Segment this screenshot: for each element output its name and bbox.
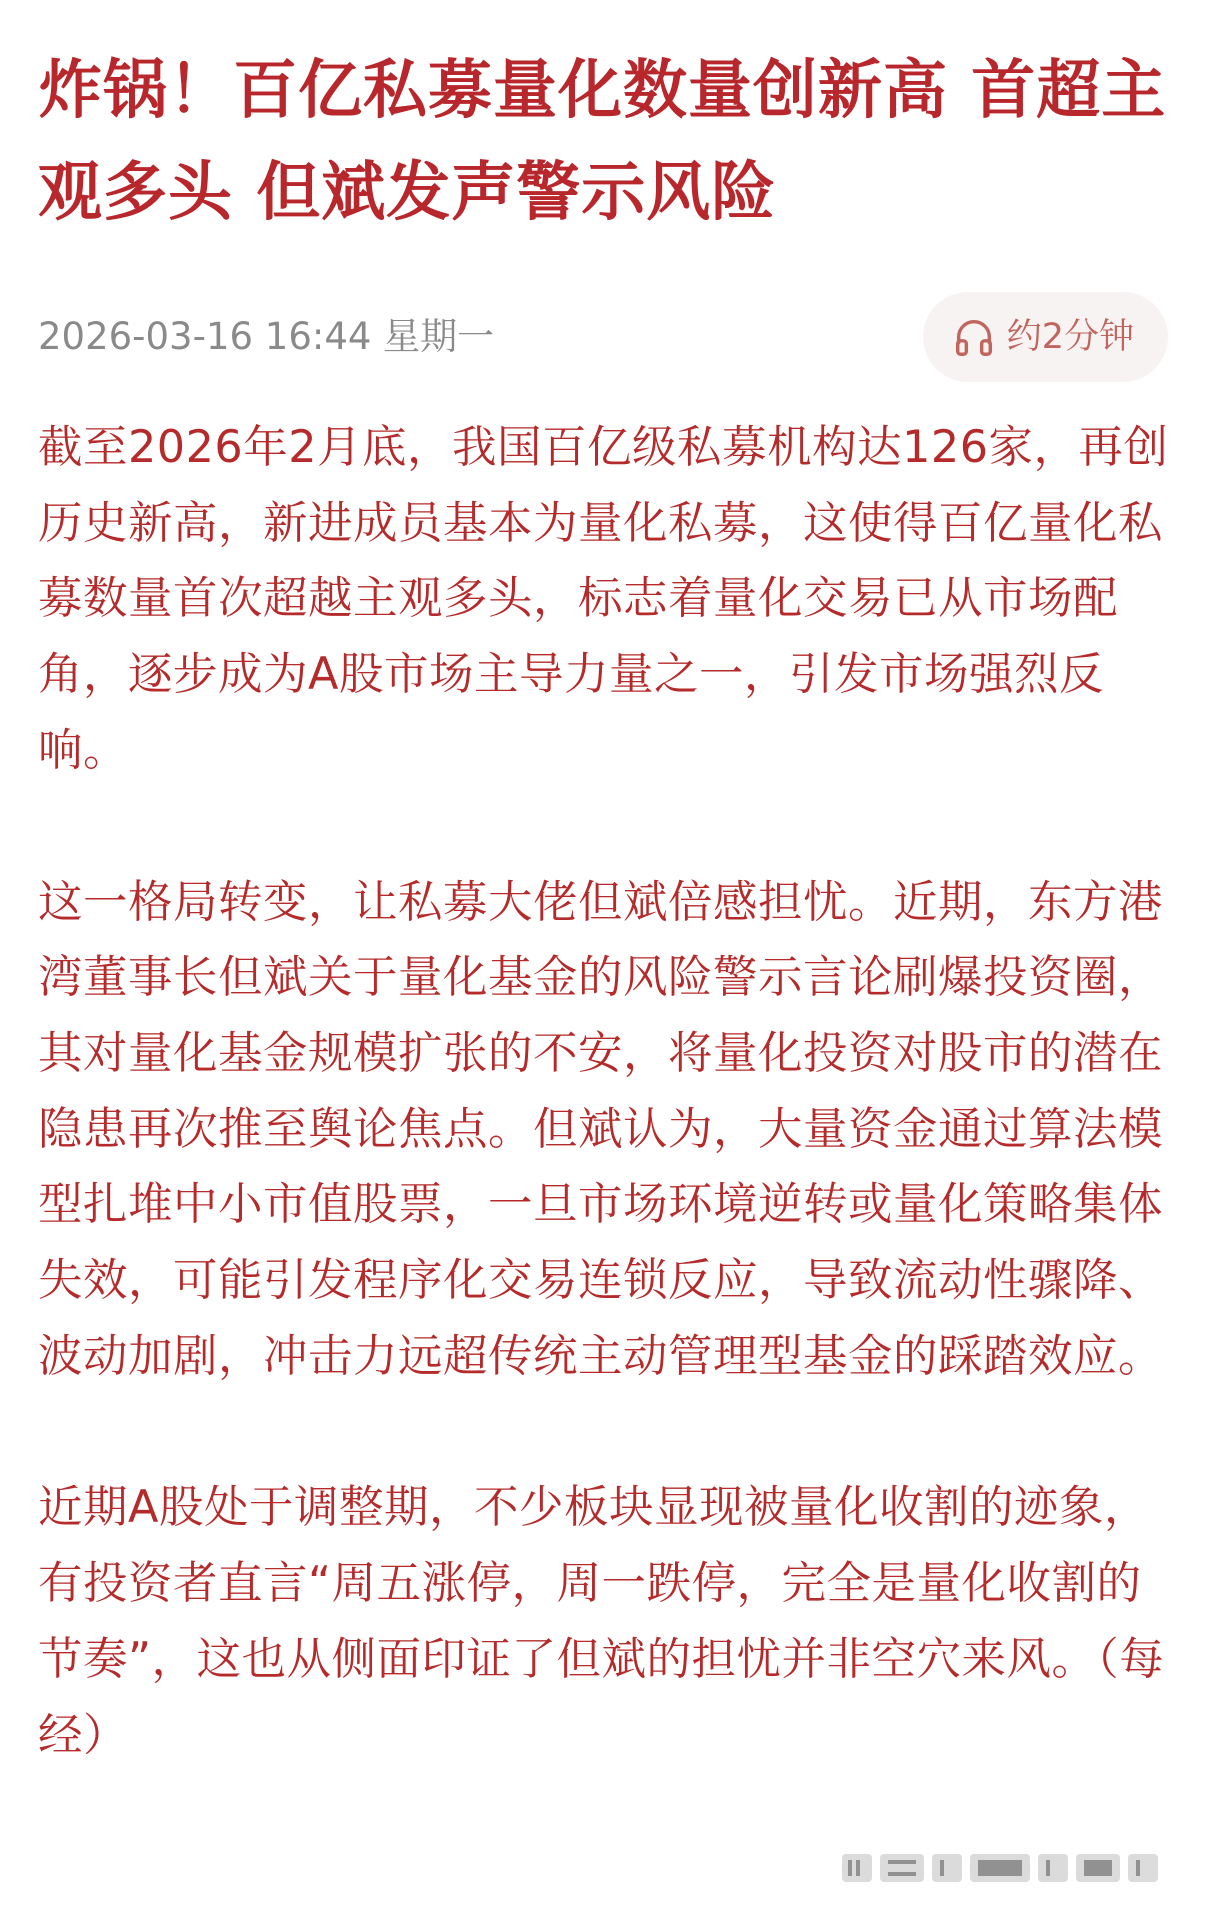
watermark-image [842, 1846, 1182, 1890]
listen-button[interactable] [923, 292, 1168, 382]
article-body [38, 410, 1170, 1849]
article-title: 炸锅！百亿私募量化数量创新高 首超主观多头 但斌发声警示风险 [38, 54, 1167, 230]
article-meta [38, 292, 1168, 382]
headphones-icon [951, 314, 997, 360]
article-paragraph-1: 截至2026年2月底，我国百亿级私募机构达126家，再创历史新高，新进成员基本为量化私募，这使得百亿量化私募数量首次超越主观多头，标志着量化交易已从市场配角，逐步成为A股市场主导力量之一，引发市场强烈反响。 [38, 422, 1169, 776]
publish-datetime: 2026-03-16 16:44 星期一 [38, 315, 495, 358]
article-paragraph-3: 近期A股处于调整期，不少板块显现被量化收割的迹象，有投资者直言“周五涨停，周一跌停，完全是量化收割的节奏”，这也从侧面印证了但斌的担忧并非空穴来风。（每经） [38, 1482, 1165, 1761]
listen-duration-label: 约2分钟 [1006, 317, 1134, 357]
article-paragraph-2: 这一格局转变，让私募大佬但斌倍感担忧。近期，东方港湾董事长但斌关于量化基金的风险警示言论刷爆投资圈，其对量化基金规模扩张的不安，将量化投资对股市的潜在隐患再次推至舆论焦点。但斌认为，大量资金通过算法模型扎堆中小市值股票，一旦市场环境逆转或量化策略集体失效，可能引发程序化交易连锁反应，导致流动性骤降、波动加剧，冲击力远超传统主动管理型基金的踩踏效应。 [38, 876, 1164, 1382]
